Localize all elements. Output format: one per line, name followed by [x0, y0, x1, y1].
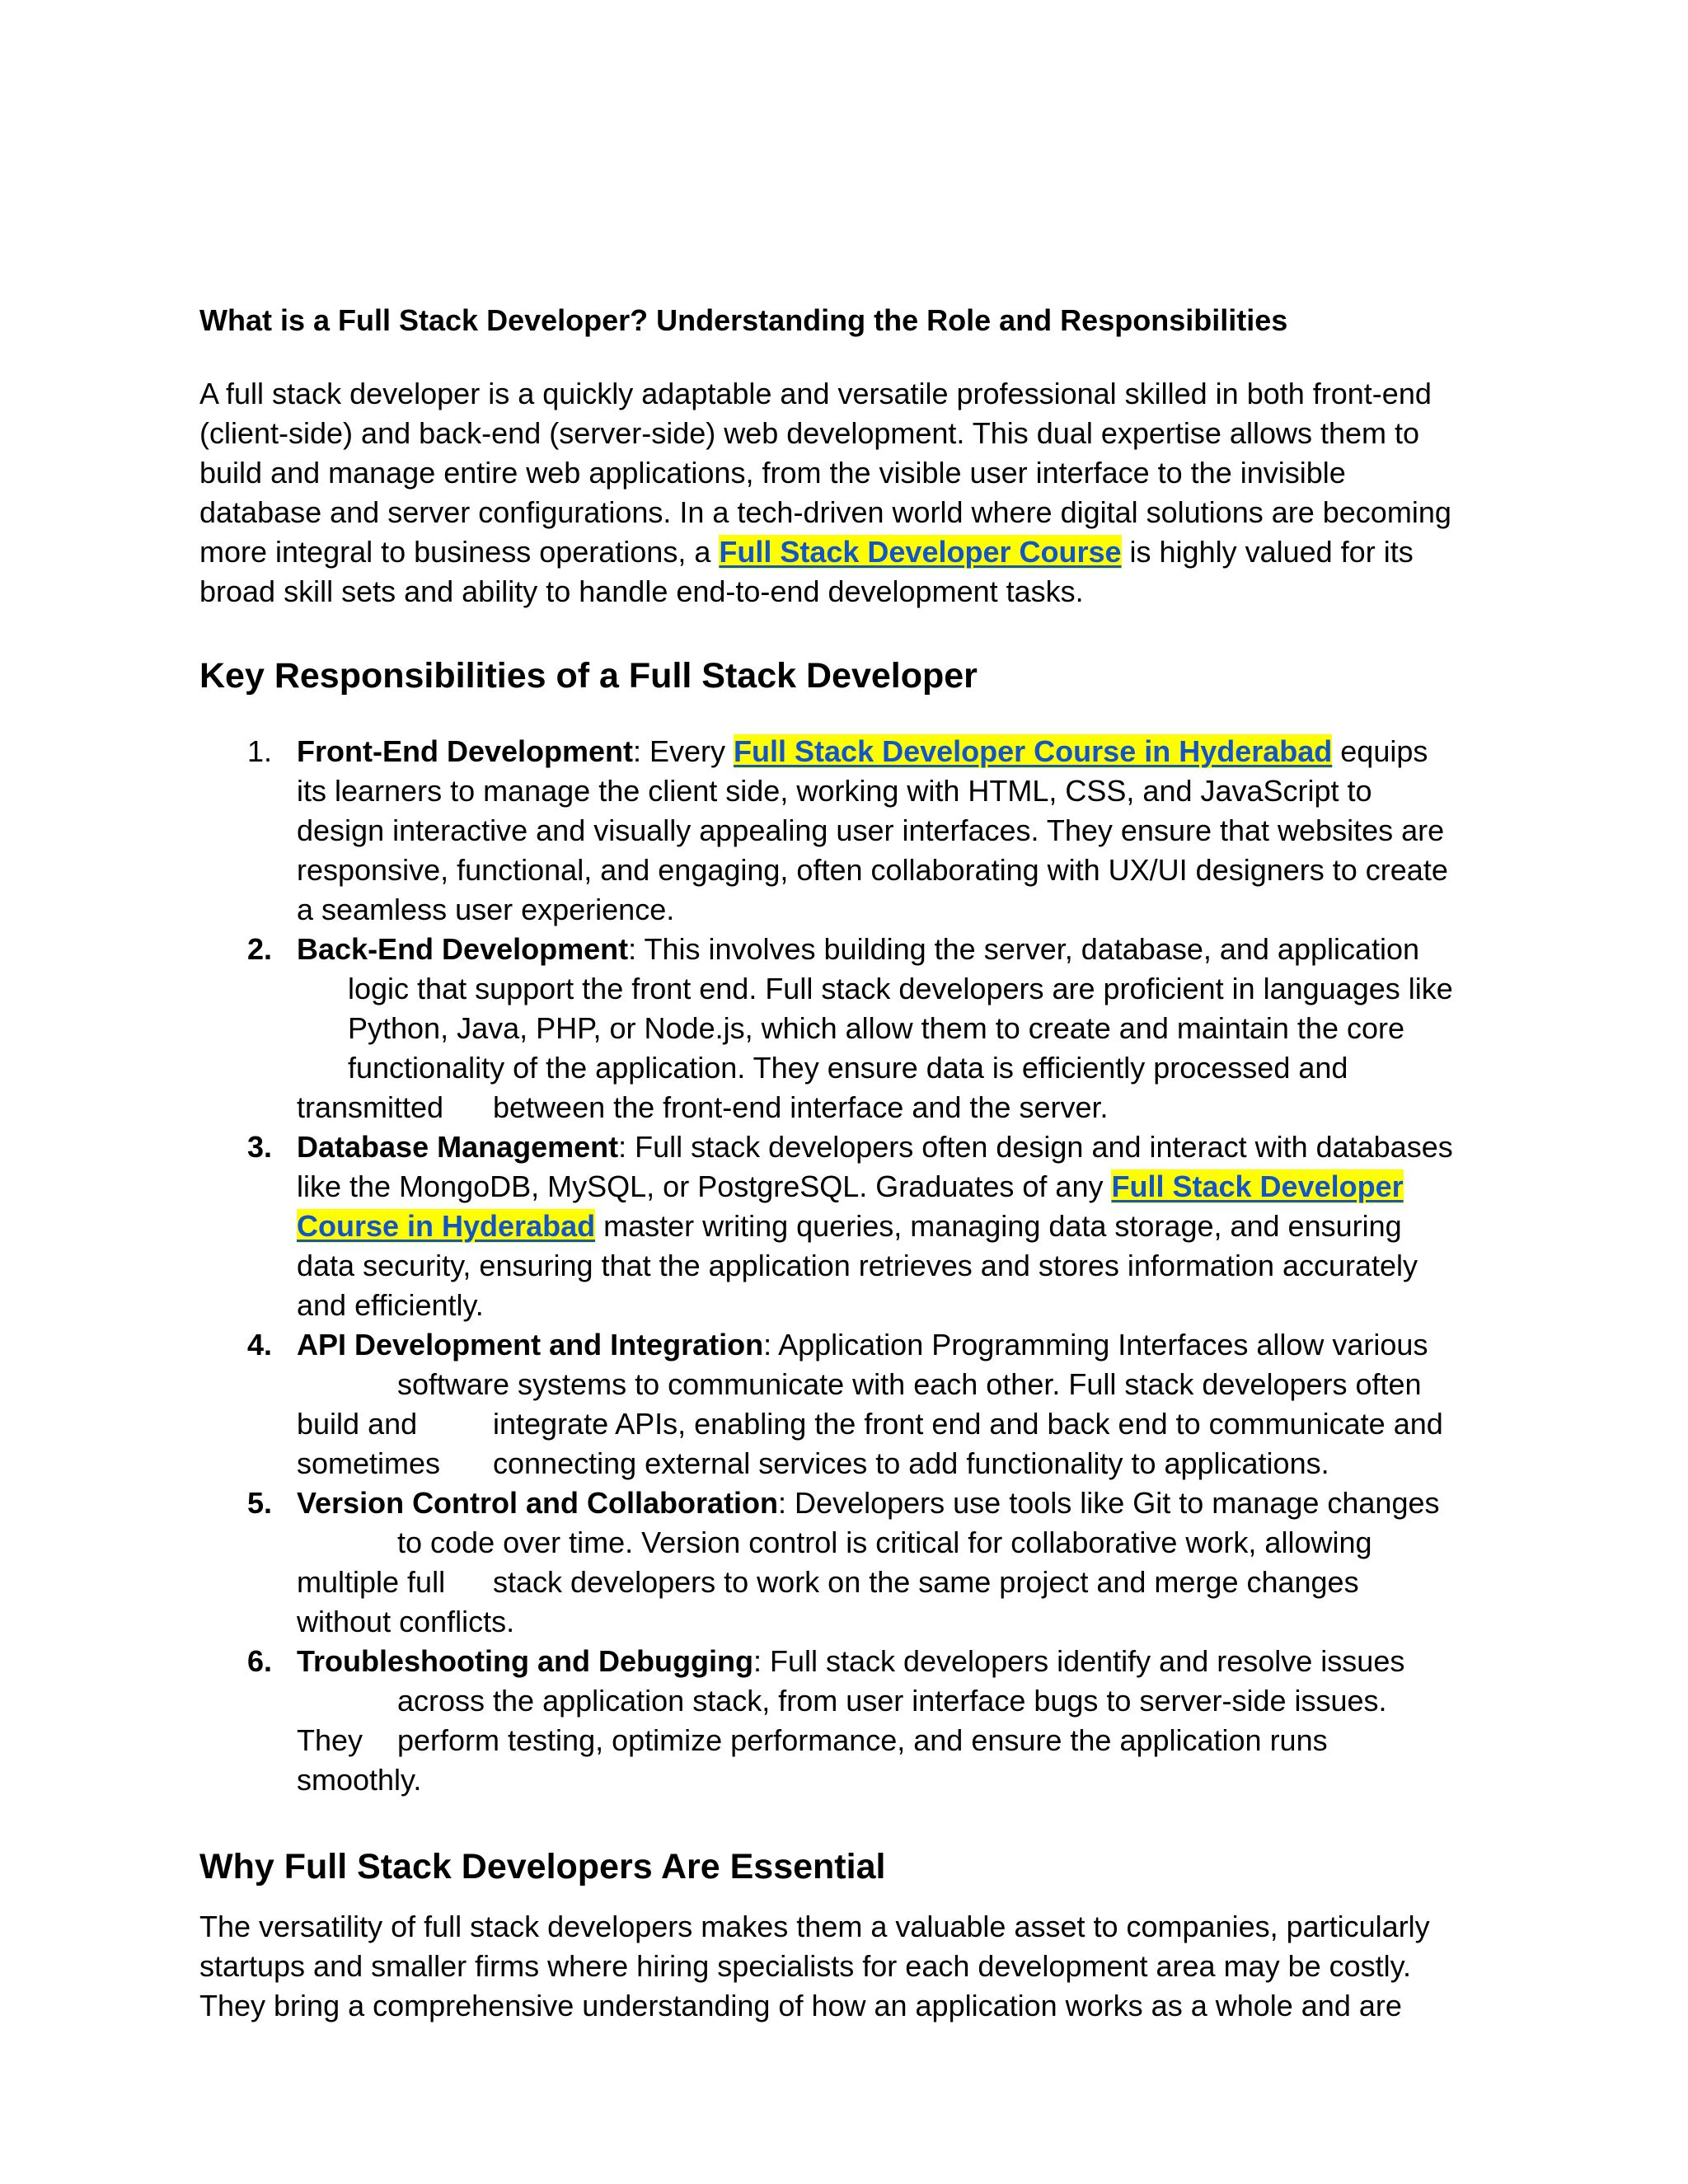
- section-heading-responsibilities: Key Responsibilities of a Full Stack Developer: [199, 656, 978, 696]
- item-line: across the application stack, from user interface bugs to server-side issues.: [397, 1684, 1387, 1718]
- item-line: [297, 1325, 1428, 1365]
- list-number: 2.: [247, 932, 273, 966]
- item-line: [297, 1167, 1404, 1207]
- list-number: 1.: [247, 734, 273, 768]
- item-line: They: [297, 1723, 363, 1757]
- item-text: : Application Programming Interfaces allow various: [763, 1328, 1428, 1361]
- item-title: Version Control and Collaboration: [297, 1486, 779, 1520]
- item-title: Front-End Development: [297, 734, 634, 768]
- intro-line: database and server configurations. In a tech-driven world where digital solutions are becoming: [199, 495, 1451, 529]
- item-line: [297, 1207, 1402, 1246]
- item-line: [297, 930, 1419, 969]
- item-line: without conflicts.: [297, 1605, 515, 1638]
- intro-line: build and manage entire web applications, from the visible user interface to the invisible: [199, 456, 1346, 490]
- item-title: Database Management: [297, 1130, 619, 1164]
- item-line: its learners to manage the client side, working with HTML, CSS, and JavaScript to: [297, 774, 1372, 808]
- item-text: : This involves building the server, database, and application: [628, 932, 1420, 966]
- item-line: [297, 1127, 1453, 1167]
- item-text: equips: [1332, 734, 1428, 768]
- item-line: a seamless user experience.: [297, 893, 675, 926]
- item-line: stack developers to work on the same project and merge changes: [493, 1565, 1359, 1599]
- item-text: master writing queries, managing data storage, and ensuring: [595, 1209, 1402, 1243]
- page-title: What is a Full Stack Developer? Understanding the Role and Responsibilities: [199, 303, 1288, 337]
- item-line: data security, ensuring that the application retrieves and stores information accurately: [297, 1249, 1418, 1282]
- list-number: 4.: [247, 1328, 273, 1361]
- intro-line: [199, 532, 1414, 572]
- course-link[interactable]: Full Stack Developer Course: [719, 535, 1122, 569]
- outro-line: The versatility of full stack developers makes them a valuable asset to companies, particularly: [199, 1910, 1430, 1943]
- course-hyderabad-link[interactable]: Course in Hyderabad: [297, 1209, 596, 1243]
- item-line: functionality of the application. They ensure data is efficiently processed and: [348, 1051, 1348, 1085]
- item-text: : Every: [633, 734, 734, 768]
- item-line: design interactive and visually appealing user interfaces. They ensure that websites are: [297, 813, 1445, 847]
- item-line: responsive, functional, and engaging, often collaborating with UX/UI designers to create: [297, 853, 1448, 887]
- item-text: : Full stack developers often design and interact with databases: [618, 1130, 1453, 1164]
- item-line: sometimes: [297, 1446, 441, 1480]
- list-number: 6.: [247, 1644, 273, 1678]
- item-line: logic that support the front end. Full stack developers are proficient in languages like: [348, 972, 1453, 1005]
- item-line: multiple full: [297, 1565, 446, 1599]
- item-text: like the MongoDB, MySQL, or PostgreSQL. Graduates of any: [297, 1169, 1112, 1203]
- item-line: between the front-end interface and the server.: [493, 1090, 1109, 1124]
- item-line: build and: [297, 1407, 418, 1441]
- intro-text: is highly valued for its: [1121, 535, 1414, 569]
- course-hyderabad-link[interactable]: Full Stack Developer: [1111, 1169, 1404, 1203]
- item-line: perform testing, optimize performance, and ensure the application runs: [397, 1723, 1328, 1757]
- item-text: : Full stack developers identify and resolve issues: [753, 1644, 1405, 1678]
- item-title: Back-End Development: [297, 932, 629, 966]
- list-number: 3.: [247, 1130, 273, 1164]
- outro-line: startups and smaller firms where hiring specialists for each development area may be costly.: [199, 1949, 1411, 1983]
- item-line: [297, 732, 1428, 771]
- item-line: integrate APIs, enabling the front end and back end to communicate and: [493, 1407, 1443, 1441]
- item-line: transmitted: [297, 1090, 444, 1124]
- item-line: smoothly.: [297, 1763, 422, 1797]
- item-line: Python, Java, PHP, or Node.js, which allow them to create and maintain the core: [348, 1011, 1405, 1045]
- intro-line: A full stack developer is a quickly adaptable and versatile professional skilled in both front-end: [199, 377, 1432, 410]
- outro-line: They bring a comprehensive understanding of how an application works as a whole and are: [199, 1989, 1402, 2022]
- item-title: Troubleshooting and Debugging: [297, 1644, 753, 1678]
- item-text: : Developers use tools like Git to manage changes: [778, 1486, 1440, 1520]
- item-title: API Development and Integration: [297, 1328, 764, 1361]
- item-line: to code over time. Version control is critical for collaborative work, allowing: [397, 1526, 1372, 1559]
- section-heading-essential: Why Full Stack Developers Are Essential: [199, 1847, 886, 1886]
- item-line: and efficiently.: [297, 1288, 484, 1322]
- intro-text: more integral to business operations, a: [199, 535, 720, 569]
- item-line: software systems to communicate with each other. Full stack developers often: [397, 1367, 1422, 1401]
- list-number: 5.: [247, 1486, 273, 1520]
- item-line: [297, 1642, 1404, 1681]
- intro-line: broad skill sets and ability to handle end-to-end development tasks.: [199, 574, 1084, 608]
- intro-line: (client-side) and back-end (server-side) web development. This dual expertise allows them to: [199, 416, 1420, 450]
- item-line: [297, 1483, 1440, 1523]
- item-line: connecting external services to add functionality to applications.: [493, 1446, 1329, 1480]
- course-hyderabad-link[interactable]: Full Stack Developer Course in Hyderabad: [734, 734, 1333, 768]
